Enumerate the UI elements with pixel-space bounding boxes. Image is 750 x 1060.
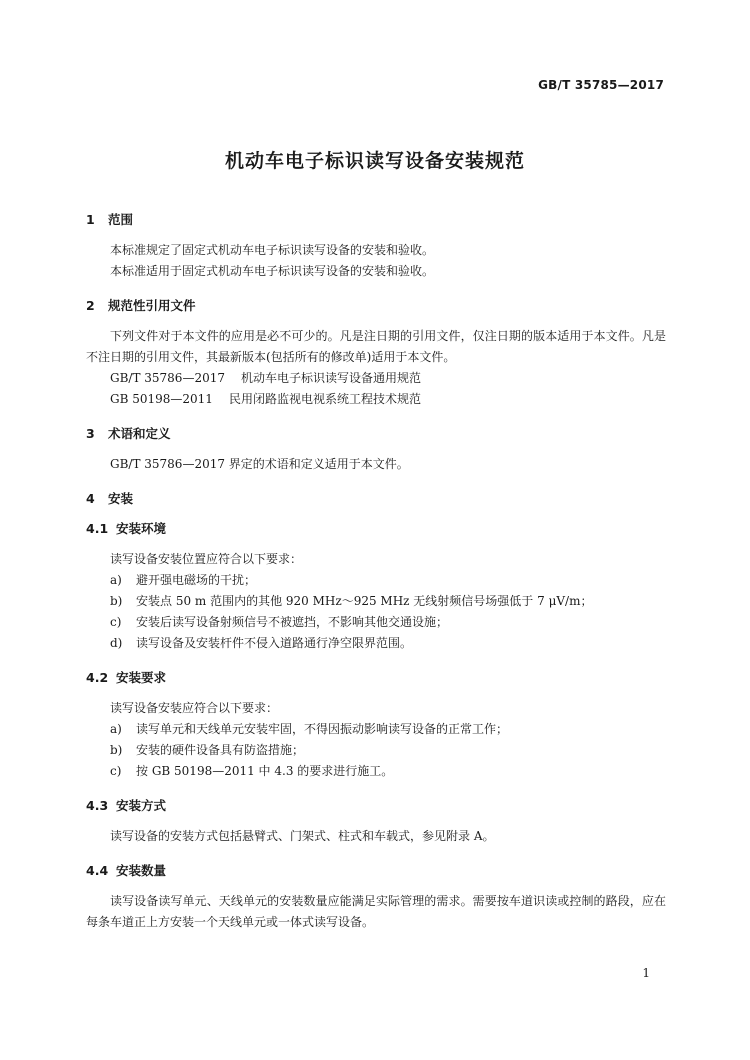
subsection-title: 安装方式 <box>116 798 167 813</box>
section-title: 范围 <box>108 212 134 227</box>
list-marker: c) <box>110 764 122 778</box>
list-item-text: 安装后读写设备射频信号不被遮挡，不影响其他交通设施； <box>136 615 449 629</box>
document-body <box>86 210 666 933</box>
list-item-text: 避开强电磁场的干扰； <box>136 573 257 587</box>
list-item <box>86 740 666 761</box>
subsection-title: 安装环境 <box>116 521 167 536</box>
paragraph-line: 读写设备的安装方式包括悬臂式、门架式、柱式和车载式，参见附录 A。 <box>110 829 495 843</box>
subsection-title: 安装要求 <box>116 670 167 685</box>
paragraph: 读写设备读写单元、天线单元的安装数量应能满足实际管理的需求。需要按车道识读或控制的路段，应在每条车道正上方安装一个天线单元或一体式读写设备。 <box>86 894 666 929</box>
section-heading-3 <box>86 424 666 442</box>
list-item <box>86 612 666 633</box>
reference-entry <box>86 368 666 389</box>
section-heading-1 <box>86 210 666 228</box>
subsection-heading-4-2 <box>86 668 666 686</box>
reference-name: 民用闭路监视电视系统工程技术规范 <box>228 392 421 406</box>
section-title: 安装 <box>108 491 134 506</box>
standard-code: GB/T 35785—2017 <box>538 78 664 92</box>
paragraph-line: 读写设备安装应符合以下要求： <box>110 701 279 715</box>
list-marker: b) <box>110 743 123 757</box>
subsection-number: 4.2 <box>86 670 109 685</box>
list-item-text: 按 GB 50198—2011 中 4.3 的要求进行施工。 <box>136 764 394 778</box>
paragraph-line: 读写设备安装位置应符合以下要求： <box>110 552 303 566</box>
paragraph-line: 本标准规定了固定式机动车电子标识读写设备的安装和验收。 <box>110 243 435 257</box>
section-number: 4 <box>86 491 95 506</box>
section-heading-4 <box>86 489 666 507</box>
list-marker: b) <box>110 594 123 608</box>
list-item-text: 读写单元和天线单元安装牢固，不得因振动影响读写设备的正常工作； <box>136 722 509 736</box>
list-marker: c) <box>110 615 122 629</box>
subsection-heading-4-1 <box>86 519 666 537</box>
section-title: 术语和定义 <box>108 426 171 441</box>
list-marker: a) <box>110 573 122 587</box>
subsection-number: 4.3 <box>86 798 109 813</box>
paragraph-line: GB/T 35786—2017 界定的术语和定义适用于本文件。 <box>110 457 409 471</box>
reference-name: 机动车电子标识读写设备通用规范 <box>240 371 421 385</box>
subsection-number: 4.4 <box>86 863 109 878</box>
list-marker: a) <box>110 722 122 736</box>
paragraph: 下列文件对于本文件的应用是必不可少的。凡是注日期的引用文件，仅注日期的版本适用于本文件。凡是不注日期的引用文件，其最新版本(包括所有的修改单)适用于本文件。 <box>86 329 666 364</box>
section-number: 1 <box>86 212 95 227</box>
list-item-text: 安装点 50 m 范围内的其他 920 MHz～925 MHz 无线射频信号场强低于 7 μV/m； <box>136 594 593 608</box>
reference-code: GB/T 35786—2017 <box>110 371 225 385</box>
document-title: 机动车电子标识读写设备安装规范 <box>224 150 525 172</box>
subsection-heading-4-4 <box>86 861 666 879</box>
section-heading-2 <box>86 296 666 314</box>
subsection-heading-4-3 <box>86 796 666 814</box>
list-item <box>86 570 666 591</box>
page-number: 1 <box>642 966 650 980</box>
reference-code: GB 50198—2011 <box>110 392 213 406</box>
reference-entry <box>86 389 666 410</box>
list-item <box>86 591 666 612</box>
list-item-text: 安装的硬件设备具有防盗措施； <box>136 743 305 757</box>
subsection-title: 安装数量 <box>116 863 167 878</box>
section-number: 2 <box>86 298 95 313</box>
list-item-text: 读写设备及安装杆件不侵入道路通行净空限界范围。 <box>136 636 413 650</box>
paragraph-line: 本标准适用于固定式机动车电子标识读写设备的安装和验收。 <box>110 264 435 278</box>
list-item <box>86 633 666 654</box>
section-title: 规范性引用文件 <box>108 298 196 313</box>
section-number: 3 <box>86 426 95 441</box>
list-item <box>86 761 666 782</box>
list-item <box>86 719 666 740</box>
subsection-number: 4.1 <box>86 521 109 536</box>
list-marker: d) <box>110 636 123 650</box>
